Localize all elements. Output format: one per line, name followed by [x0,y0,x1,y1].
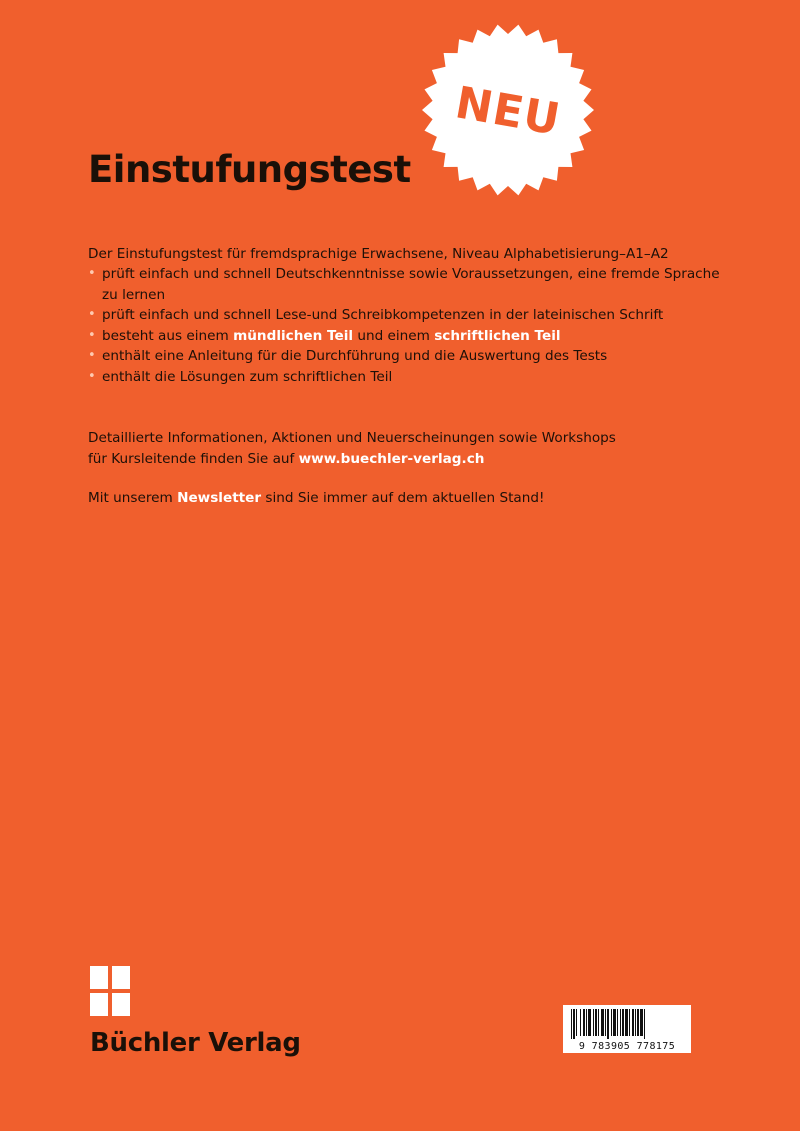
newsletter-link[interactable]: Newsletter [177,490,262,506]
info-line: für Kursleitende finden Sie auf [88,450,299,467]
isbn-number: 9 783905 778175 [578,1041,676,1052]
feature-item [88,346,728,367]
new-badge [418,20,598,200]
info-line: Detaillierte Informationen, Aktionen und Neuerscheinungen sowie Workshops [88,430,616,446]
new-badge-label: NEU [451,77,565,146]
bullet-icon: • [88,327,96,343]
feature-item [88,305,728,326]
highlight-written-part: schriftlichen Teil [434,327,561,344]
page-title: Einstufungstest [88,148,411,191]
publisher-name: Büchler Verlag [90,1028,301,1058]
intro-text: Der Einstufungstest für fremdsprachige Erwachsene, Niveau Alphabetisierung–A1–A2 [88,246,669,262]
feature-text: enthält die Lösungen zum schriftlichen Teil [102,368,393,385]
bullet-icon: • [88,307,96,322]
newsletter-text: sind Sie immer auf dem aktuellen Stand! [261,490,545,506]
logo-squares-icon [90,966,130,1016]
feature-text: prüft einfach und schnell Lese-und Schreibkompetenzen in der lateinischen Schrift [102,307,664,323]
feature-text: und einem [353,327,435,344]
feature-item [88,367,728,388]
info-paragraph [88,428,728,469]
newsletter-text: Mit unserem [88,490,178,506]
feature-list [88,264,728,387]
bullet-icon: • [88,348,96,363]
feature-item [88,326,728,347]
feature-text: prüft einfach und schnell Deutschkenntnisse sowie Voraussetzungen, eine fremde Sprache zu lernen [102,266,720,303]
highlight-oral-part: mündlichen Teil [233,327,354,344]
bullet-icon: • [88,266,96,281]
website-link[interactable]: www.buechler-verlag.ch [298,450,485,467]
feature-text: besteht aus einem [102,327,234,344]
isbn-barcode [563,1005,691,1053]
newsletter-paragraph [88,488,728,509]
bullet-icon: • [88,368,96,384]
feature-item [88,264,728,305]
barcode-icon [563,1005,691,1041]
feature-text: enthält eine Anleitung für die Durchführung und die Auswertung des Tests [102,348,608,364]
